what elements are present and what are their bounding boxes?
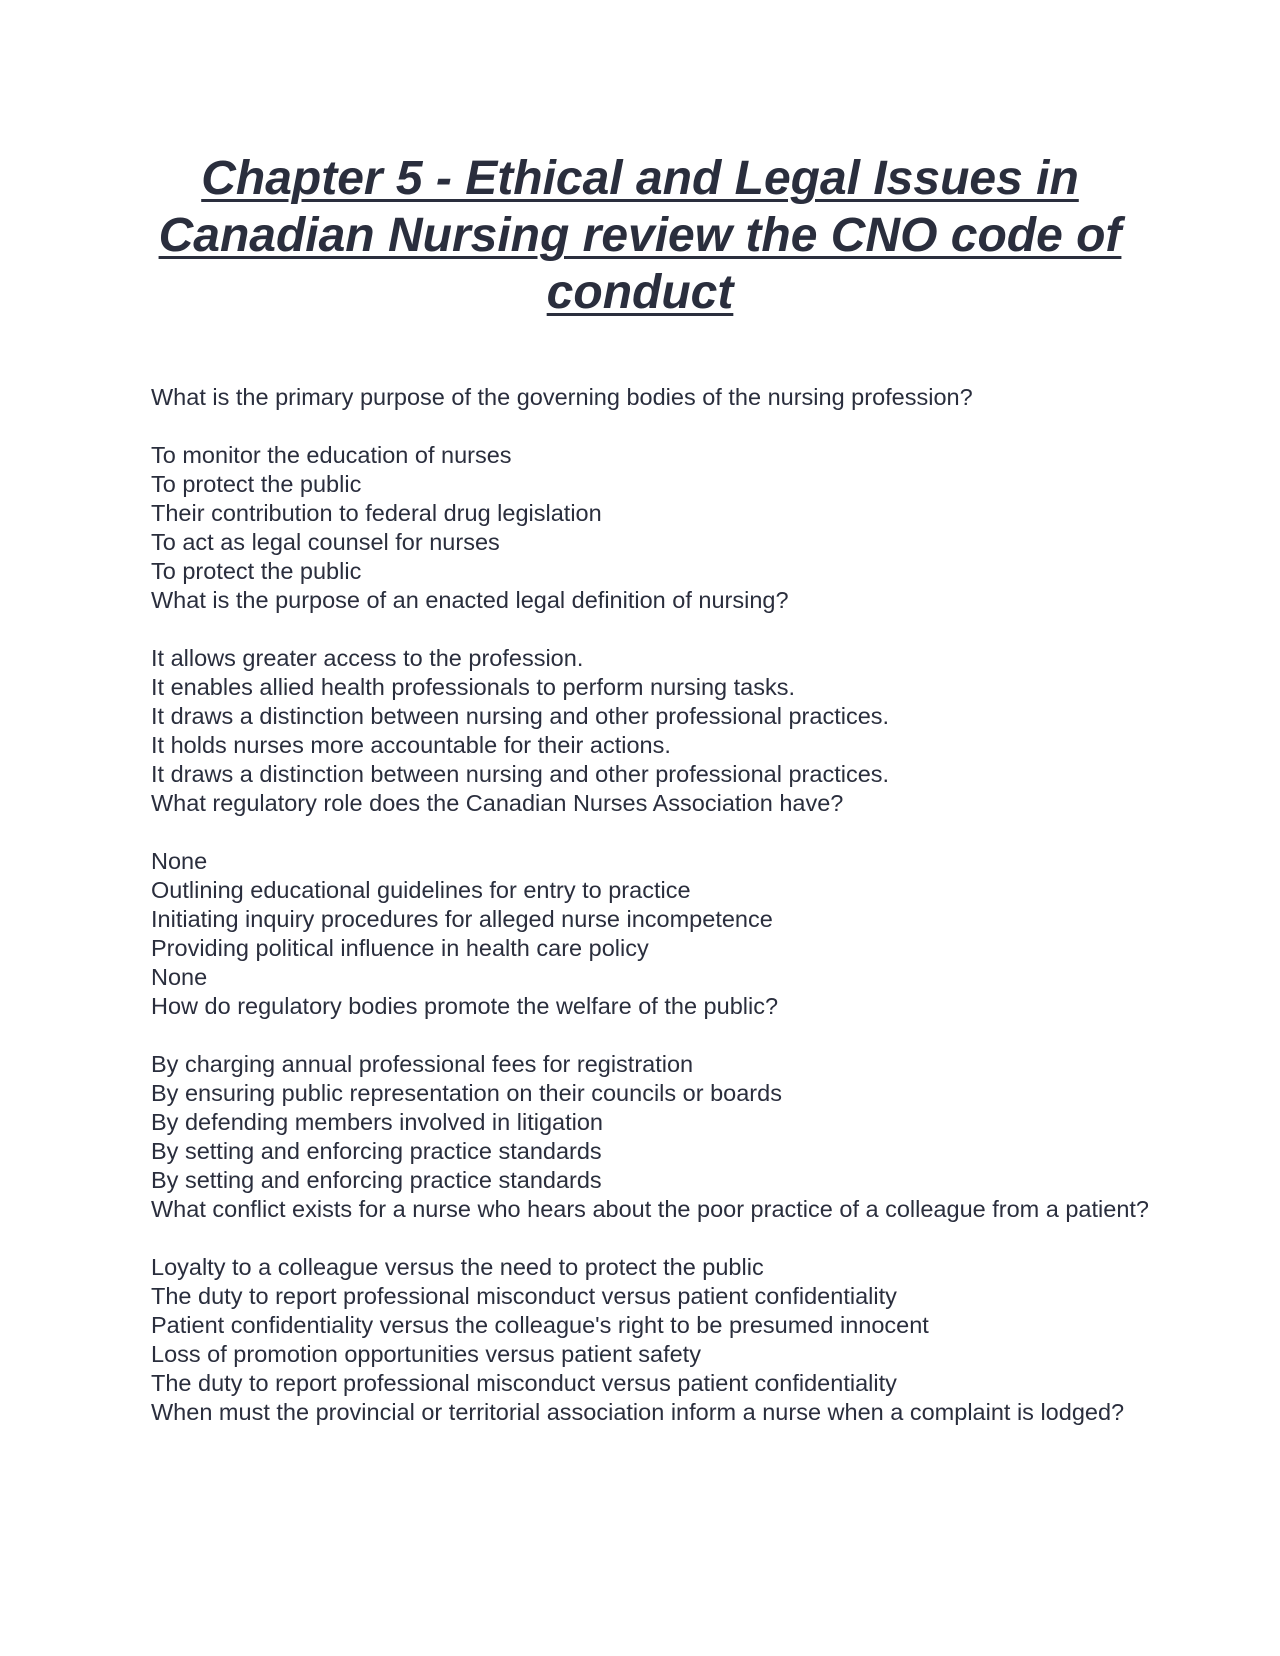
question-text: What regulatory role does the Canadian Nurses Association have?: [151, 790, 844, 816]
option-item: None: [151, 848, 208, 874]
option-list: [151, 847, 1151, 963]
answer-text: By setting and enforcing practice standards: [151, 1167, 602, 1193]
answer-text: It draws a distinction between nursing and other professional practices.: [151, 761, 890, 787]
option-item: Their contribution to federal drug legislation: [151, 500, 602, 526]
option-item: The duty to report professional misconduct versus patient confidentiality: [151, 1283, 897, 1309]
option-list: [151, 644, 1151, 760]
question-text: What is the purpose of an enacted legal definition of nursing?: [151, 587, 789, 613]
option-item: It enables allied health professionals to perform nursing tasks.: [151, 674, 795, 700]
trailing-question-text: When must the provincial or territorial association inform a nurse when a complaint is lodged?: [151, 1399, 1125, 1425]
option-item: Initiating inquiry procedures for alleged nurse incompetence: [151, 906, 773, 932]
option-item: It holds nurses more accountable for their actions.: [151, 732, 671, 758]
answer-text: None: [151, 964, 208, 990]
question-text: What conflict exists for a nurse who hears about the poor practice of a colleague from a patient?: [151, 1196, 1149, 1222]
option-item: It allows greater access to the profession.: [151, 645, 584, 671]
option-item: By setting and enforcing practice standards: [151, 1138, 602, 1164]
option-item: Outlining educational guidelines for entry to practice: [151, 877, 691, 903]
answer-text: To protect the public: [151, 558, 362, 584]
option-list: [151, 1050, 1151, 1166]
option-item: To protect the public: [151, 471, 362, 497]
option-item: To act as legal counsel for nurses: [151, 529, 500, 555]
option-item: It draws a distinction between nursing and other professional practices.: [151, 703, 890, 729]
option-list: [151, 441, 1151, 557]
answer-text: The duty to report professional misconduct versus patient confidentiality: [151, 1370, 897, 1396]
question-block-3: [151, 789, 1151, 992]
option-item: Loyalty to a colleague versus the need to protect the public: [151, 1254, 764, 1280]
option-item: By defending members involved in litigation: [151, 1109, 603, 1135]
option-item: To monitor the education of nurses: [151, 442, 512, 468]
question-block-2: [151, 586, 1151, 789]
option-item: Loss of promotion opportunities versus patient safety: [151, 1341, 701, 1367]
question-text: How do regulatory bodies promote the welfare of the public?: [151, 993, 779, 1019]
option-item: By charging annual professional fees for registration: [151, 1051, 694, 1077]
option-item: Providing political influence in health care policy: [151, 935, 649, 961]
option-list: [151, 1253, 1151, 1369]
question-block-1: [151, 383, 1151, 586]
option-item: By ensuring public representation on their councils or boards: [151, 1080, 782, 1106]
document-body: [151, 383, 1151, 1427]
page-title: Chapter 5 - Ethical and Legal Issues in Canadian Nursing review the CNO code of conduct: [158, 152, 1122, 319]
option-item: Patient confidentiality versus the colleague's right to be presumed innocent: [151, 1312, 929, 1338]
question-block-4: [151, 992, 1151, 1195]
question-block-5: [151, 1195, 1151, 1398]
question-text: What is the primary purpose of the governing bodies of the nursing profession?: [151, 384, 973, 410]
